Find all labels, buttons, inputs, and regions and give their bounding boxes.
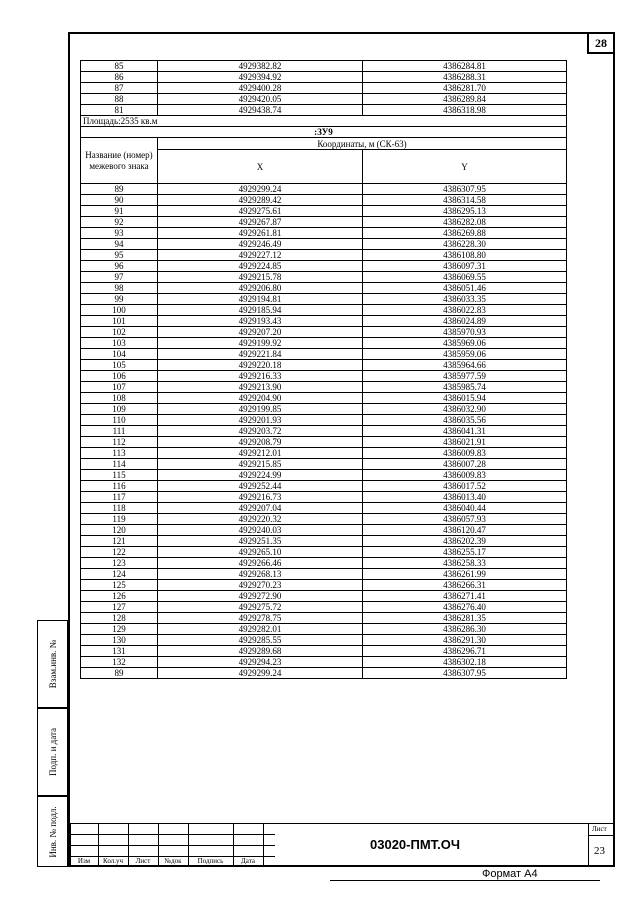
y-coordinate: 4386021.91: [363, 437, 567, 448]
point-number: 100: [81, 305, 158, 316]
point-number: 113: [81, 448, 158, 459]
point-number: 92: [81, 217, 158, 228]
table-row: [81, 239, 567, 250]
point-number: 118: [81, 503, 158, 514]
y-coordinate: 4386281.35: [363, 613, 567, 624]
point-number: 91: [81, 206, 158, 217]
point-number: 127: [81, 602, 158, 613]
y-coordinate: 4386032.90: [363, 404, 567, 415]
y-coordinate: 4386258.33: [363, 558, 567, 569]
stamp-col-label: Кол.уч: [103, 857, 123, 865]
x-coordinate: 4929224.85: [158, 261, 363, 272]
x-coordinate: 4929289.68: [158, 646, 363, 657]
y-coordinate: 4386302.18: [363, 657, 567, 668]
y-coordinate: 4385977.59: [363, 371, 567, 382]
y-coordinate: 4386269.88: [363, 228, 567, 239]
x-coordinate: 4929270.23: [158, 580, 363, 591]
y-coordinate: 4386097.31: [363, 261, 567, 272]
header-y: Y: [363, 150, 567, 184]
stamp-col-label: Дата: [241, 857, 255, 865]
y-coordinate: 4386296.71: [363, 646, 567, 657]
table-row: [81, 470, 567, 481]
x-coordinate: 4929265.10: [158, 547, 363, 558]
point-number: 110: [81, 415, 158, 426]
title-block: [70, 823, 615, 867]
table-row: [81, 602, 567, 613]
point-number: 98: [81, 283, 158, 294]
point-number: 115: [81, 470, 158, 481]
x-coordinate: 4929215.85: [158, 459, 363, 470]
point-number: 128: [81, 613, 158, 624]
document-code: 03020-ПМТ.ОЧ: [370, 837, 460, 852]
side-label-podp: Подп. и дата: [48, 727, 58, 777]
point-number: 88: [81, 94, 158, 105]
table-row: [81, 327, 567, 338]
x-coordinate: 4929438.74: [158, 105, 363, 116]
table-row: [81, 250, 567, 261]
y-coordinate: 4386120.47: [363, 525, 567, 536]
table-row: [81, 547, 567, 558]
y-coordinate: 4386271.41: [363, 591, 567, 602]
y-coordinate: 4386288.31: [363, 72, 567, 83]
y-coordinate: 4386318.98: [363, 105, 567, 116]
x-coordinate: 4929194.81: [158, 294, 363, 305]
side-label-inv: Инв. № подл.: [48, 806, 58, 858]
table-row: [81, 503, 567, 514]
top-rows: [81, 61, 567, 116]
x-coordinate: 4929252.44: [158, 481, 363, 492]
y-coordinate: 4386255.17: [363, 547, 567, 558]
x-coordinate: 4929199.85: [158, 404, 363, 415]
table-row: [81, 94, 567, 105]
x-coordinate: 4929400.28: [158, 83, 363, 94]
table-row: [81, 426, 567, 437]
y-coordinate: 4386051.46: [363, 283, 567, 294]
coordinates-table: [80, 60, 567, 679]
x-coordinate: 4929251.35: [158, 536, 363, 547]
y-coordinate: 4386291.30: [363, 635, 567, 646]
x-coordinate: 4929289.42: [158, 195, 363, 206]
x-coordinate: 4929382.82: [158, 61, 363, 72]
point-number: 107: [81, 382, 158, 393]
y-coordinate: 4386307.95: [363, 668, 567, 679]
table-row: [81, 105, 567, 116]
sheet-label: Лист: [592, 825, 607, 833]
table-row: [81, 635, 567, 646]
point-number: 117: [81, 492, 158, 503]
x-coordinate: 4929185.94: [158, 305, 363, 316]
y-coordinate: 4385969.06: [363, 338, 567, 349]
y-coordinate: 4386282.08: [363, 217, 567, 228]
point-number: 114: [81, 459, 158, 470]
point-number: 119: [81, 514, 158, 525]
header-coords-title: Координаты, м (СК-63): [158, 138, 567, 150]
x-coordinate: 4929278.75: [158, 613, 363, 624]
point-number: 103: [81, 338, 158, 349]
point-number: 130: [81, 635, 158, 646]
y-coordinate: 4386202.39: [363, 536, 567, 547]
x-coordinate: 4929268.13: [158, 569, 363, 580]
point-number: 125: [81, 580, 158, 591]
point-number: 109: [81, 404, 158, 415]
x-coordinate: 4929207.20: [158, 327, 363, 338]
y-coordinate: 4386228.30: [363, 239, 567, 250]
y-coordinate: 4386024.89: [363, 316, 567, 327]
point-number: 105: [81, 360, 158, 371]
x-coordinate: 4929275.61: [158, 206, 363, 217]
stamp-col-label: Изм: [77, 857, 91, 865]
x-coordinate: 4929272.90: [158, 591, 363, 602]
y-coordinate: 4386022.83: [363, 305, 567, 316]
point-number: 106: [81, 371, 158, 382]
table-row: [81, 382, 567, 393]
table-row: [81, 481, 567, 492]
x-coordinate: 4929204.90: [158, 393, 363, 404]
y-coordinate: 4386281.70: [363, 83, 567, 94]
y-coordinate: 4386284.81: [363, 61, 567, 72]
y-coordinate: 4386276.40: [363, 602, 567, 613]
table-row: [81, 613, 567, 624]
table-row: [81, 404, 567, 415]
table-row: [81, 437, 567, 448]
table-row: [81, 558, 567, 569]
point-number: 123: [81, 558, 158, 569]
x-coordinate: 4929193.43: [158, 316, 363, 327]
table-row: [81, 360, 567, 371]
y-coordinate: 4386266.31: [363, 580, 567, 591]
point-number: 108: [81, 393, 158, 404]
side-cell-inv: [37, 796, 68, 867]
table-row: [81, 580, 567, 591]
y-coordinate: 4385985.74: [363, 382, 567, 393]
x-coordinate: 4929208.79: [158, 437, 363, 448]
x-coordinate: 4929216.33: [158, 371, 363, 382]
table-row: [81, 61, 567, 72]
y-coordinate: 4386286.30: [363, 624, 567, 635]
x-coordinate: 4929207.04: [158, 503, 363, 514]
y-coordinate: 4386013.40: [363, 492, 567, 503]
point-number: 90: [81, 195, 158, 206]
table-row: [81, 261, 567, 272]
table-row: [81, 184, 567, 195]
point-number: 131: [81, 646, 158, 657]
x-coordinate: 4929221.84: [158, 349, 363, 360]
y-coordinate: 4386041.31: [363, 426, 567, 437]
point-number: 104: [81, 349, 158, 360]
x-coordinate: 4929212.01: [158, 448, 363, 459]
table-row: [81, 569, 567, 580]
point-number: 126: [81, 591, 158, 602]
x-coordinate: 4929213.90: [158, 382, 363, 393]
table-row: [81, 283, 567, 294]
point-number: 81: [81, 105, 158, 116]
y-coordinate: 4386035.56: [363, 415, 567, 426]
x-coordinate: 4929227.12: [158, 250, 363, 261]
table-row: [81, 448, 567, 459]
point-number: 89: [81, 668, 158, 679]
x-coordinate: 4929220.18: [158, 360, 363, 371]
table-row: [81, 338, 567, 349]
x-coordinate: 4929275.72: [158, 602, 363, 613]
y-coordinate: 4386007.28: [363, 459, 567, 470]
table-row: [81, 668, 567, 679]
point-number: 93: [81, 228, 158, 239]
point-number: 132: [81, 657, 158, 668]
table-row: [81, 294, 567, 305]
x-coordinate: 4929220.32: [158, 514, 363, 525]
x-coordinate: 4929216.73: [158, 492, 363, 503]
page-number: 28: [587, 32, 615, 54]
y-coordinate: 4385964.66: [363, 360, 567, 371]
x-coordinate: 4929246.49: [158, 239, 363, 250]
y-coordinate: 4386289.84: [363, 94, 567, 105]
point-number: 89: [81, 184, 158, 195]
main-rows: [81, 184, 567, 679]
x-coordinate: 4929240.03: [158, 525, 363, 536]
y-coordinate: 4386108.80: [363, 250, 567, 261]
point-number: 97: [81, 272, 158, 283]
point-number: 99: [81, 294, 158, 305]
point-number: 122: [81, 547, 158, 558]
table-row: [81, 514, 567, 525]
table-row: [81, 415, 567, 426]
point-number: 129: [81, 624, 158, 635]
table-row: [81, 525, 567, 536]
stamp-col-label: Подпись: [197, 857, 224, 865]
side-stamp: [37, 620, 68, 867]
bottom-rule: [330, 880, 600, 881]
header-name-col: Название (номер) межевого знака: [81, 138, 158, 184]
table-row: [81, 536, 567, 547]
x-coordinate: 4929285.55: [158, 635, 363, 646]
point-number: 120: [81, 525, 158, 536]
table-row: [81, 646, 567, 657]
point-number: 102: [81, 327, 158, 338]
y-coordinate: 4386015.94: [363, 393, 567, 404]
x-coordinate: 4929299.24: [158, 668, 363, 679]
y-coordinate: 4386069.55: [363, 272, 567, 283]
x-coordinate: 4929199.92: [158, 338, 363, 349]
table-row: [81, 217, 567, 228]
x-coordinate: 4929394.92: [158, 72, 363, 83]
x-coordinate: 4929294.23: [158, 657, 363, 668]
y-coordinate: 4386033.35: [363, 294, 567, 305]
table-row: [81, 272, 567, 283]
x-coordinate: 4929299.24: [158, 184, 363, 195]
y-coordinate: 4386057.93: [363, 514, 567, 525]
side-label-vzam: Взам.инв. №: [48, 639, 58, 689]
table-row: [81, 492, 567, 503]
table-row: [81, 657, 567, 668]
side-cell-vzam: [37, 620, 68, 708]
section-title: :ЗУ9: [81, 127, 567, 138]
point-number: 101: [81, 316, 158, 327]
format-label: Формат А4: [482, 868, 538, 880]
point-number: 85: [81, 61, 158, 72]
header-x: X: [158, 150, 363, 184]
x-coordinate: 4929261.81: [158, 228, 363, 239]
y-coordinate: 4386307.95: [363, 184, 567, 195]
table-row: [81, 349, 567, 360]
table-row: [81, 206, 567, 217]
table-row: [81, 591, 567, 602]
y-coordinate: 4385970.93: [363, 327, 567, 338]
x-coordinate: 4929282.01: [158, 624, 363, 635]
x-coordinate: 4929420.05: [158, 94, 363, 105]
point-number: 124: [81, 569, 158, 580]
x-coordinate: 4929206.80: [158, 283, 363, 294]
y-coordinate: 4386009.83: [363, 448, 567, 459]
x-coordinate: 4929215.78: [158, 272, 363, 283]
point-number: 121: [81, 536, 158, 547]
sheet-number: 23: [594, 845, 605, 857]
point-number: 112: [81, 437, 158, 448]
x-coordinate: 4929201.93: [158, 415, 363, 426]
point-number: 96: [81, 261, 158, 272]
y-coordinate: 4386017.52: [363, 481, 567, 492]
table-row: [81, 195, 567, 206]
table-row: [81, 72, 567, 83]
table-row: [81, 459, 567, 470]
point-number: 86: [81, 72, 158, 83]
table-row: [81, 371, 567, 382]
y-coordinate: 4386261.99: [363, 569, 567, 580]
table-row: [81, 624, 567, 635]
table-row: [81, 305, 567, 316]
x-coordinate: 4929224.99: [158, 470, 363, 481]
point-number: 95: [81, 250, 158, 261]
point-number: 87: [81, 83, 158, 94]
y-coordinate: 4385959.06: [363, 349, 567, 360]
table-row: [81, 83, 567, 94]
table-row: [81, 393, 567, 404]
point-number: 94: [81, 239, 158, 250]
x-coordinate: 4929266.46: [158, 558, 363, 569]
table-row: [81, 228, 567, 239]
point-number: 111: [81, 426, 158, 437]
y-coordinate: 4386040.44: [363, 503, 567, 514]
x-coordinate: 4929203.72: [158, 426, 363, 437]
x-coordinate: 4929267.87: [158, 217, 363, 228]
y-coordinate: 4386314.58: [363, 195, 567, 206]
y-coordinate: 4386009.83: [363, 470, 567, 481]
area-text: Площадь:2535 кв.м: [81, 116, 567, 127]
stamp-col-label: Лист: [135, 857, 151, 865]
stamp-col-label: №док: [164, 857, 182, 865]
point-number: 116: [81, 481, 158, 492]
table-row: [81, 316, 567, 327]
y-coordinate: 4386295.13: [363, 206, 567, 217]
